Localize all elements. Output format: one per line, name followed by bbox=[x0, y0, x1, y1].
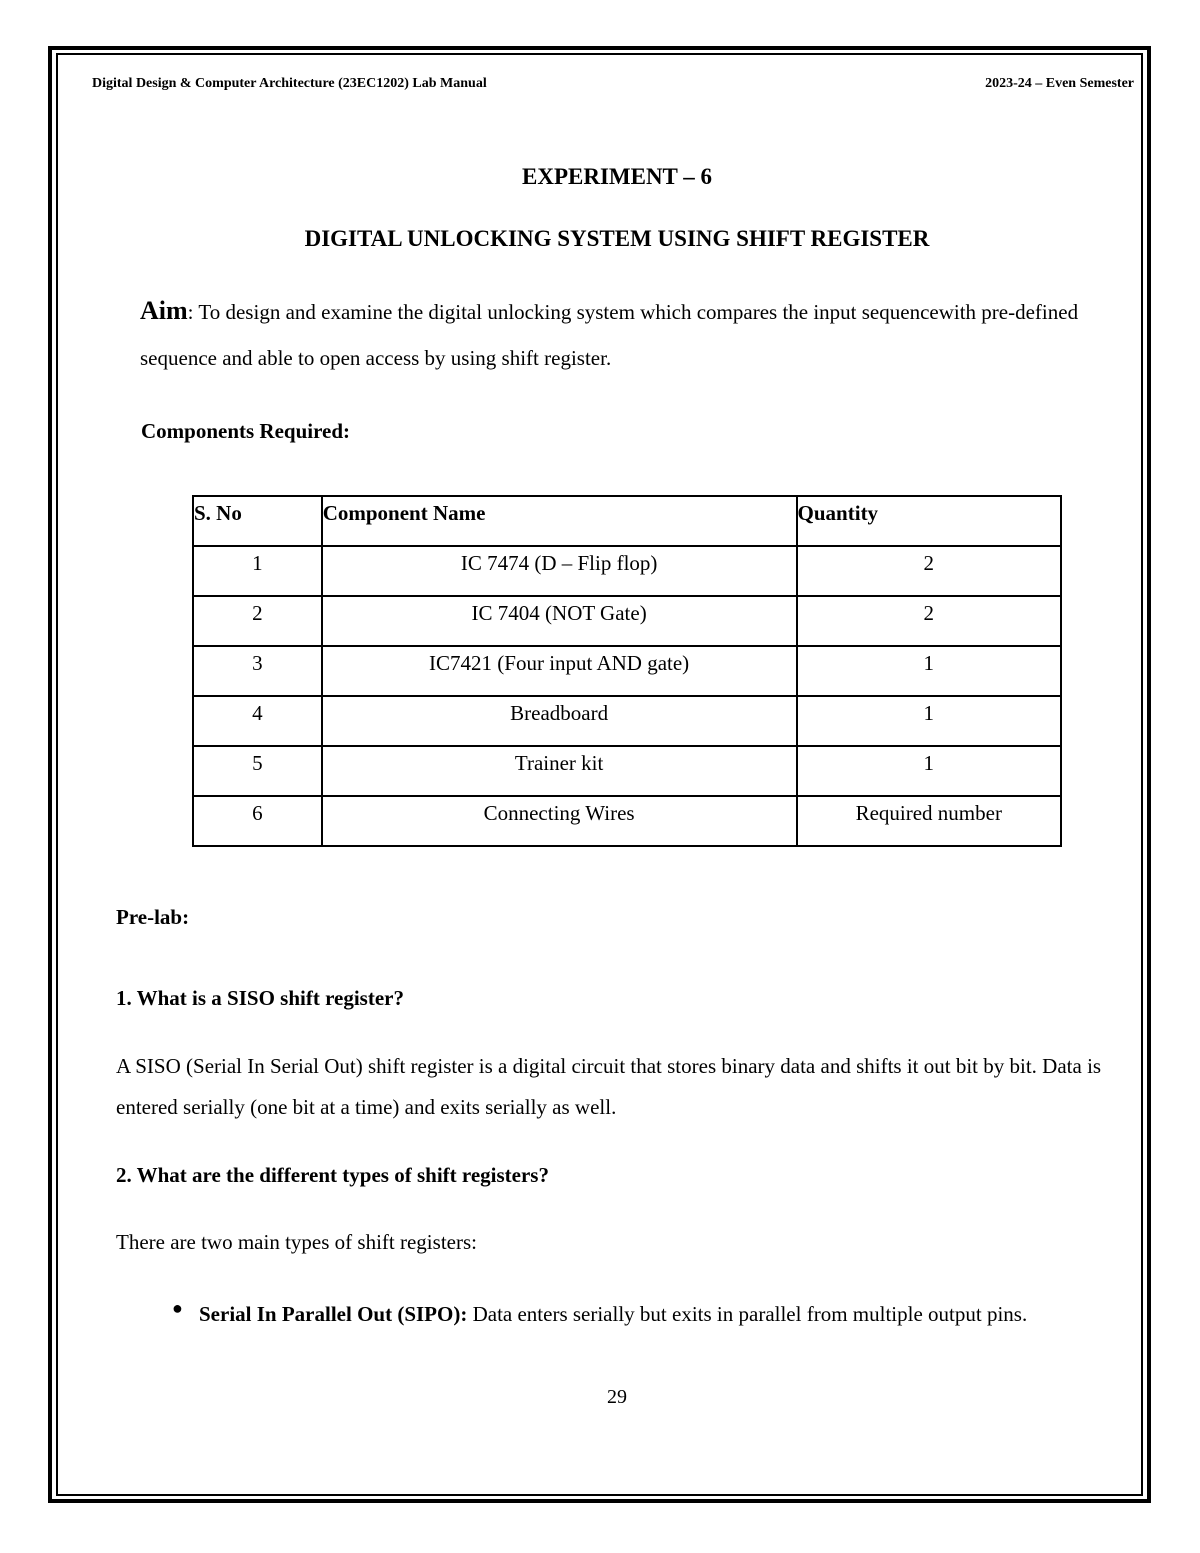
cell-sno: 2 bbox=[193, 596, 322, 646]
cell-quantity: 1 bbox=[797, 696, 1061, 746]
cell-component: IC7421 (Four input AND gate) bbox=[322, 646, 797, 696]
question-2: 2. What are the different types of shift registers? bbox=[116, 1163, 549, 1187]
prelab-heading: Pre-lab: bbox=[116, 905, 190, 929]
cell-component: Trainer kit bbox=[322, 746, 797, 796]
experiment-subtitle: DIGITAL UNLOCKING SYSTEM USING SHIFT REGISTER bbox=[304, 226, 930, 251]
bullet-label: Serial In Parallel Out (SIPO): bbox=[199, 1302, 468, 1326]
bullet-item-sipo bbox=[199, 1293, 1099, 1335]
page-number: 29 bbox=[607, 1386, 627, 1408]
column-header-quantity: Quantity bbox=[797, 496, 1061, 546]
table-row bbox=[193, 746, 1061, 796]
table-row bbox=[193, 646, 1061, 696]
cell-component: IC 7404 (NOT Gate) bbox=[322, 596, 797, 646]
cell-sno: 6 bbox=[193, 796, 322, 846]
answer-2-intro: There are two main types of shift registers: bbox=[116, 1230, 477, 1254]
aim-paragraph bbox=[140, 288, 1100, 381]
experiment-title: EXPERIMENT – 6 bbox=[522, 164, 712, 189]
cell-quantity: Required number bbox=[797, 796, 1061, 846]
cell-sno: 1 bbox=[193, 546, 322, 596]
cell-quantity: 2 bbox=[797, 546, 1061, 596]
header-semester: 2023-24 – Even Semester bbox=[985, 76, 1134, 91]
table-row bbox=[193, 546, 1061, 596]
cell-quantity: 1 bbox=[797, 746, 1061, 796]
cell-component: Connecting Wires bbox=[322, 796, 797, 846]
question-1: 1. What is a SISO shift register? bbox=[116, 986, 404, 1010]
cell-sno: 5 bbox=[193, 746, 322, 796]
bullet-icon: ● bbox=[172, 1298, 183, 1318]
components-heading: Components Required: bbox=[141, 419, 351, 443]
cell-quantity: 2 bbox=[797, 596, 1061, 646]
table-row bbox=[193, 696, 1061, 746]
bullet-text: Data enters serially but exits in parallel from multiple output pins. bbox=[467, 1302, 1028, 1326]
cell-sno: 4 bbox=[193, 696, 322, 746]
table-row bbox=[193, 596, 1061, 646]
column-header-component: Component Name bbox=[322, 496, 797, 546]
aim-label: Aim bbox=[140, 296, 188, 325]
components-table bbox=[192, 495, 1062, 847]
cell-quantity: 1 bbox=[797, 646, 1061, 696]
table-header-row bbox=[193, 496, 1061, 546]
cell-component: Breadboard bbox=[322, 696, 797, 746]
column-header-sno: S. No bbox=[193, 496, 322, 546]
table-row bbox=[193, 796, 1061, 846]
cell-sno: 3 bbox=[193, 646, 322, 696]
cell-component: IC 7474 (D – Flip flop) bbox=[322, 546, 797, 596]
answer-1: A SISO (Serial In Serial Out) shift register is a digital circuit that stores binary data and shifts it out bit by bit. Data is entered serially (one bit at a time) and exits serially as well. bbox=[116, 1054, 1102, 1119]
header-course-title: Digital Design & Computer Architecture (23EC1202) Lab Manual bbox=[92, 76, 487, 91]
aim-text: : To design and examine the digital unlocking system which compares the input sequencewith pre-defined sequence and able to open access by using shift register. bbox=[140, 300, 1079, 370]
